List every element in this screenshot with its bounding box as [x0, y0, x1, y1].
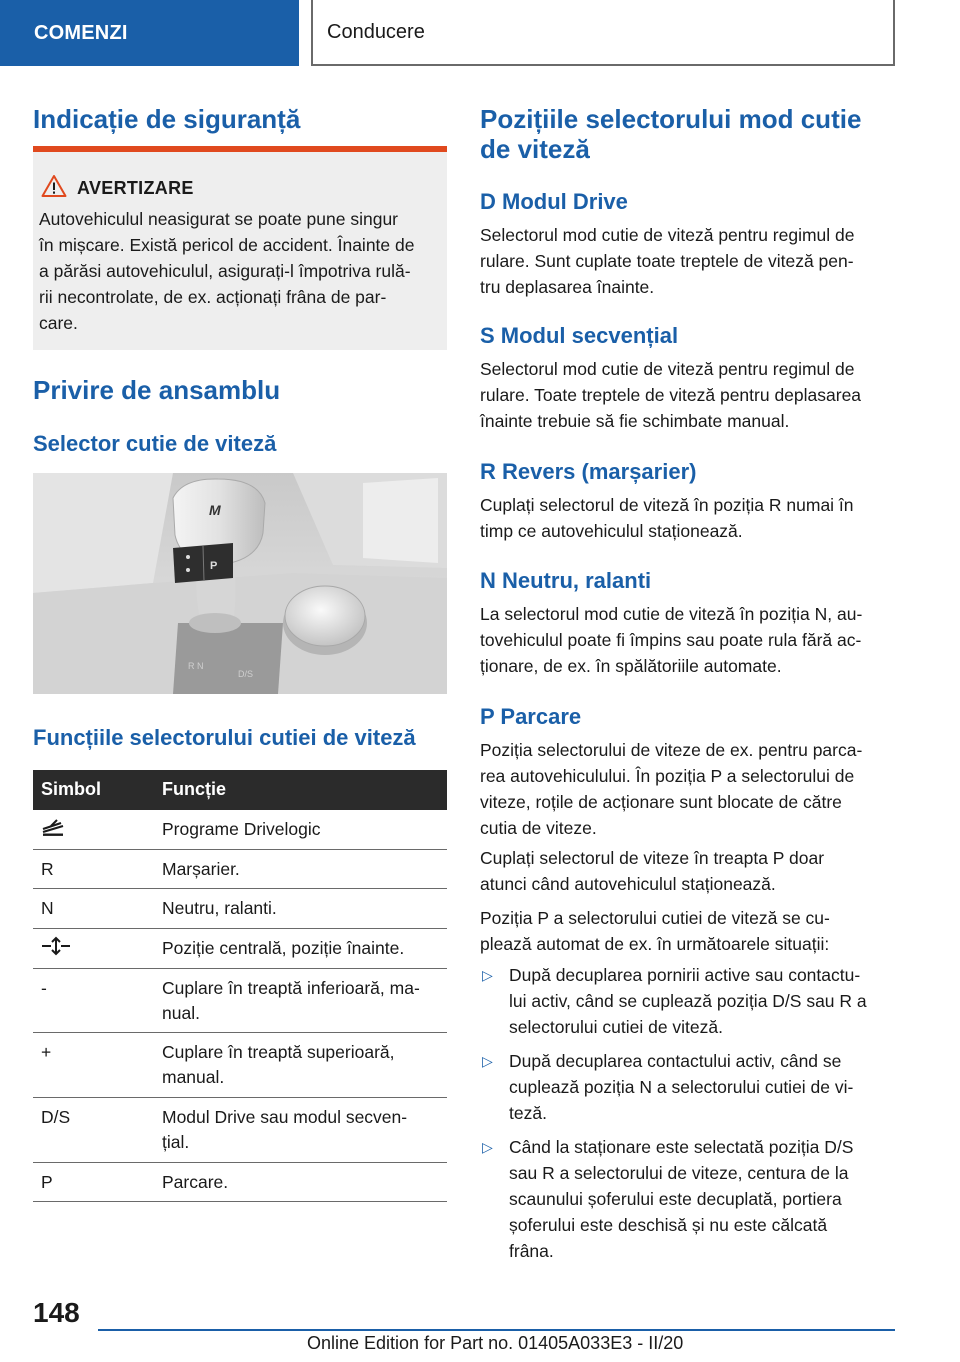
table-row [33, 1098, 447, 1163]
mode-heading: P Parcare [480, 704, 582, 729]
drivelogic-icon [41, 817, 65, 837]
table-row [33, 1033, 447, 1098]
section-tab[interactable]: Conducere [311, 0, 895, 66]
warning-text: Autovehiculul neasigurat se poate pune singur în mișcare. Există pericol de accident. Înainte de a părăsi autovehiculul, asigurați-l împotriva rulă- rii necontrolate, de ex. acționați frâna de par- care. [39, 209, 415, 333]
selector-heading: Selector cutie de viteză [33, 431, 277, 456]
table-row [33, 929, 447, 969]
list-item: ▷ Când la staționare este selectată poziția D/S sau R a selectorului de viteze, centura de la scaunului șoferului este decuplată, portiera șoferului este deschisă și nu este călcată frâna. [480, 1134, 896, 1264]
mode-heading: D Modul Drive [480, 189, 628, 214]
positions-heading: Pozițiile selectorului mod cutie de viteză [480, 104, 862, 164]
symbol-cell: N [41, 898, 54, 918]
symbol-cell: P [41, 1172, 53, 1192]
park-paragraph-3: Poziția P a selectorului cutiei de viteză se cu- plează automat de ex. în următoarele situații: [480, 908, 830, 954]
symbol-cell: R [41, 859, 54, 879]
mode-description: Poziția selectorului de viteze de ex. pentru parca- rea autovehiculului. În poziția P a selectorului de viteze, roțile de acționare sunt blocate de către cutia de viteze. [480, 740, 863, 838]
warning-title: AVERTIZARE [77, 178, 194, 198]
svg-text:R N: R N [188, 661, 204, 671]
auto-park-list [480, 962, 896, 1272]
warning-triangle-icon [41, 174, 67, 198]
table-row [33, 1163, 447, 1202]
svg-text:D/S: D/S [238, 669, 254, 679]
function-cell: Poziție centrală, poziție înainte. [162, 938, 405, 958]
header-symbol: Simbol [41, 779, 102, 799]
footer-edition: Online Edition for Part no. 01405A033E3 - II/20 [307, 1333, 684, 1353]
chapter-tab[interactable]: COMENZI [0, 0, 299, 66]
table-row [33, 850, 447, 889]
function-cell: Marșarier. [162, 859, 240, 879]
footer-rule [98, 1329, 895, 1331]
function-cell: Modul Drive sau modul secven- țial. [162, 1107, 408, 1152]
safety-heading: Indicație de siguranță [33, 104, 301, 134]
bullet-arrow-icon: ▷ [482, 1139, 493, 1155]
function-cell: Neutru, ralanti. [162, 898, 277, 918]
bullet-arrow-icon: ▷ [482, 967, 493, 983]
header-function: Funcție [162, 779, 227, 799]
symbol-cell: + [41, 1042, 52, 1062]
table-row [33, 810, 447, 850]
list-item: ▷ După decuplarea pornirii active sau contactu- lui activ, când se cuplează poziția D/S sau R a selectorului cutiei de viteză. [480, 962, 896, 1040]
functions-table [33, 770, 447, 1202]
overview-heading: Privire de ansamblu [33, 375, 281, 405]
function-cell: Cuplare în treaptă superioară, manual. [162, 1042, 395, 1087]
table-header [33, 770, 447, 810]
warning-box [33, 146, 447, 350]
gear-selector-illustration [33, 473, 447, 694]
center-position-icon [41, 936, 71, 956]
functions-heading: Funcțiile selectorului cutiei de viteză [33, 725, 416, 750]
table-row [33, 969, 447, 1033]
svg-text:P: P [210, 560, 218, 572]
mode-heading: N Neutru, ralanti [480, 568, 652, 593]
mode-heading: R Revers (marșarier) [480, 459, 697, 484]
svg-text:M: M [209, 502, 221, 518]
symbol-cell: - [41, 978, 47, 998]
symbol-cell: D/S [41, 1107, 71, 1127]
gear-selector-photo [33, 473, 447, 694]
symbol-cell [41, 817, 65, 844]
mode-description: Selectorul mod cutie de viteză pentru regimul de rulare. Sunt cuplate toate treptele de viteză pen- tru deplasarea înainte. [480, 225, 855, 297]
mode-description: La selectorul mod cutie de viteză în poziția N, au- tovehiculul poate fi împins sau poate rula fără ac- ționare, de ex. în spălătoriile automate. [480, 604, 863, 676]
list-item: ▷ După decuplarea contactului activ, când se cuplează poziția N a selectorului cutiei de vi- teză. [480, 1048, 896, 1126]
symbol-cell [41, 936, 71, 963]
table-row [33, 889, 447, 929]
function-cell: Programe Drivelogic [162, 819, 321, 839]
function-cell: Parcare. [162, 1172, 229, 1192]
mode-description: Selectorul mod cutie de viteză pentru regimul de rulare. Toate treptele de viteză pentru deplasarea înainte trebuie să fie schimbate manual. [480, 359, 862, 431]
page-number: 148 [33, 1297, 80, 1328]
park-paragraph-2: Cuplați selectorul de viteze în treapta P doar atunci când autovehiculul staționează. [480, 848, 825, 894]
function-cell: Cuplare în treaptă inferioară, ma- nual. [162, 978, 420, 1023]
mode-description: Cuplați selectorul de viteză în poziția R numai în timp ce autovehiculul staționează. [480, 495, 854, 541]
bullet-arrow-icon: ▷ [482, 1053, 493, 1069]
mode-heading: S Modul secvențial [480, 323, 679, 348]
